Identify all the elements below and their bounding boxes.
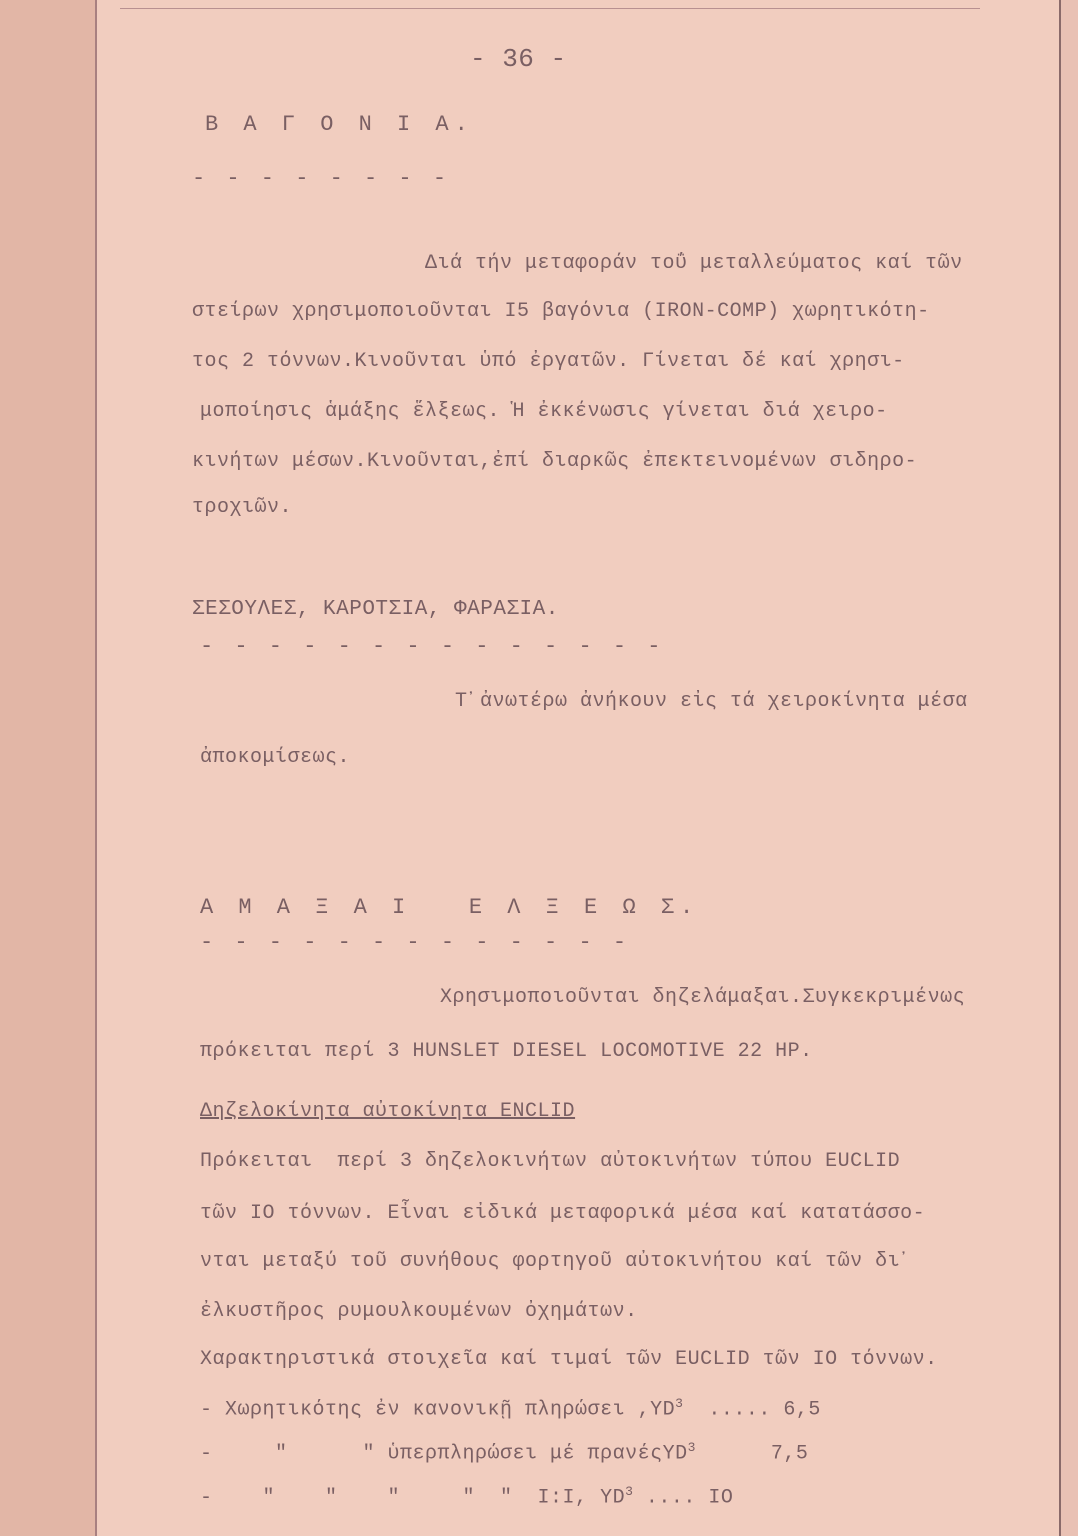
paragraph-line: Διά τήν μεταφοράν τοΰ μεταλλεύματος καί τῶν xyxy=(425,252,963,275)
heading-underline: - - - - - - - - - - - - - xyxy=(200,930,631,955)
spec-unit-exponent: 3 xyxy=(625,1484,634,1499)
spec-row xyxy=(200,1484,733,1510)
paragraph-line: Χαρακτηριστικά στοιχεῖα καί τιμαί τῶν EUCLID τῶν ΙΟ τόννων. xyxy=(200,1348,938,1371)
spec-value: ..... 6,5 xyxy=(683,1398,821,1422)
paragraph-line: Χρησιμοποιοῦνται δηζελάμαξαι.Συγκεκριμένως xyxy=(440,986,966,1009)
page-number: - 36 - xyxy=(470,44,567,74)
paragraph-line: νται μεταξύ τοῦ συνήθους φορτηγοῦ αὐτοκινήτου καί τῶν δι᾽ xyxy=(200,1250,913,1273)
paragraph-line: πρόκειται περί 3 HUNSLET DIESEL LOCOMOTIVE 22 HP. xyxy=(200,1040,813,1063)
paragraph-line: τος 2 τόννων.Κινοῦνται ὑπό ἐργατῶν. Γίνεται δέ καί χρησι- xyxy=(192,350,905,373)
section-heading-wagons: Β Α Γ Ο Ν Ι Α. xyxy=(205,112,474,137)
spec-row xyxy=(200,1396,821,1422)
paragraph-line: τῶν ΙΟ τόννων. Εἶναι εἰδικά μεταφορικά μέσα καί κατατάσσο- xyxy=(200,1202,926,1225)
section-heading-locomotives: Α Μ Α Ξ Α Ι Ε Λ Ξ Ε Ω Σ. xyxy=(200,895,700,920)
paragraph-line: στείρων χρησιμοποιοῦνται Ι5 βαγόνια (IRON-COMP) χωρητικότη- xyxy=(192,300,930,323)
paragraph-line: κινήτων μέσων.Κινοῦνται,ἐπί διαρκῶς ἐπεκτεινομένων σιδηρο- xyxy=(192,450,918,473)
scan-margin xyxy=(0,0,95,1536)
paragraph-line: ἀποκομίσεως. xyxy=(200,746,351,769)
section-heading-carts: ΣΕΣΟΥΛΕΣ, ΚΑΡΟΤΣΙΑ, ΦΑΡΑΣΙΑ. xyxy=(192,598,559,621)
heading-underline: - - - - - - - - xyxy=(192,166,451,191)
spec-label: - Χωρητικότης ἐν κανονικῇ πληρώσει ,YD xyxy=(200,1398,676,1422)
heading-underline: - - - - - - - - - - - - - - xyxy=(200,634,665,659)
paragraph-line: τροχιῶν. xyxy=(192,496,293,519)
paragraph-line: Τ᾽ἀνωτέρω ἀνήκουν εἰς τά χειροκίνητα μέσα xyxy=(455,690,968,713)
paragraph-line: Πρόκειται περί 3 δηζελοκινήτων αὐτοκινήτων τύπου EUCLID xyxy=(200,1150,901,1173)
paragraph-line: μοποίησις ἁμάξης ἕλξεως. Ἡ ἐκκένωσις γίνεται διά χειρο- xyxy=(200,400,888,423)
subheading-euclid: Δηζελοκίνητα αὐτοκίνητα ENCLID xyxy=(200,1100,576,1123)
spec-row xyxy=(200,1440,808,1466)
spec-unit-exponent: 3 xyxy=(675,1396,684,1411)
spec-value: 7,5 xyxy=(695,1442,809,1466)
spec-label: - " " ὑπερπληρώσει μέ πρανέςYD xyxy=(200,1442,688,1466)
spec-unit-exponent: 3 xyxy=(687,1440,696,1455)
paragraph-line: ἐλκυστῆρος ρυμουλκουμένων ὀχημάτων. xyxy=(200,1300,638,1323)
spec-value: .... IO xyxy=(633,1486,734,1510)
spec-label: - " " " " " I:I, YD xyxy=(200,1486,626,1510)
top-edge-line xyxy=(120,8,980,9)
